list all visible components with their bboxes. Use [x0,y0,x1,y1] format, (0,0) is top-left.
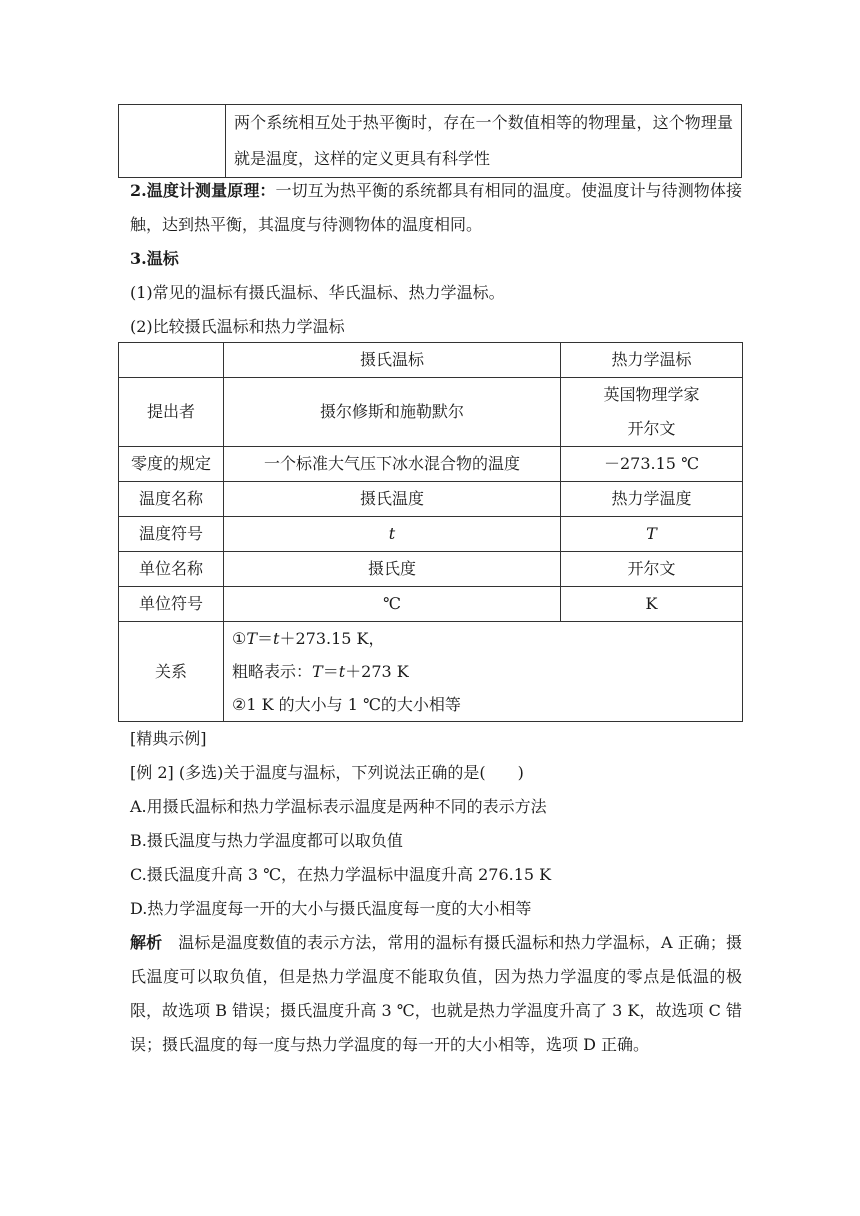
table-row [119,517,743,552]
header-cell [119,343,224,378]
table-row [119,105,742,178]
table-row [119,378,743,447]
option-c: C.摄氏温度升高 3 ℃，在热力学温标中温度升高 276.15 K [130,865,552,884]
relation-marker: ① [232,629,247,648]
celsius-cell: 摄氏度 [224,552,561,587]
relation-value: ＋273.15 K， [279,629,385,648]
table-row [119,622,743,722]
celsius-cell: ℃ [224,587,561,622]
relation-line-3: ②1 K 的大小与 1 ℃的大小相等 [232,695,461,714]
analysis-label: 解析 [130,933,163,952]
relation-cell [224,622,743,722]
kelvin-cell: －273.15 ℃ [561,447,743,482]
row-label: 关系 [119,622,224,722]
section-2-text: 一切互为热平衡的系统都具有相同的温度。使温度计与待测物体接触，达到热平衡，其温度与待测物体的温度相同。 [130,181,742,234]
row-label: 温度符号 [119,517,224,552]
row-label: 单位名称 [119,552,224,587]
kelvin-cell: K [561,587,743,622]
celsius-cell: 一个标准大气压下冰水混合物的温度 [224,447,561,482]
kelvin-cell: 热力学温度 [561,482,743,517]
row-label: 温度名称 [119,482,224,517]
table-row [119,447,743,482]
equals-sign: ＝ [257,629,274,648]
header-cell: 热力学温标 [561,343,743,378]
analysis-text: 温标是温度数值的表示方法，常用的温标有摄氏温标和热力学温标，A 正确；摄氏温度可以取负值，但是热力学温度不能取负值，因为热力学温度的零点是低温的极限，故选项 B 错误；摄氏温度升高 3 ℃，也就是热力学温度升高了 3 K，故选项 C 错误；摄氏温度的每一度与热力学温度的每一开的大小相等，选项 D 正确。 [130,933,742,1054]
section-2-paragraph [130,174,742,242]
section-3-item-1: (1)常见的温标有摄氏温标、华氏温标、热力学温标。 [130,283,505,302]
option-d: D.热力学温度每一开的大小与摄氏温度每一度的大小相等 [130,899,532,918]
kelvin-cell-line: 开尔文 [627,419,676,438]
relation-value: ＋273 K [345,662,409,681]
relation-prefix: 粗略表示： [232,662,313,681]
row-label: 提出者 [119,378,224,447]
kelvin-cell [561,378,743,447]
symbol-T: T [246,629,258,648]
kelvin-cell: 开尔文 [561,552,743,587]
celsius-cell: 摄尔修斯和施勒默尔 [224,378,561,447]
equals-sign: ＝ [322,662,339,681]
comparison-table [118,342,743,722]
celsius-cell: t [224,517,561,552]
example-question-text: (多选)关于温度与温标，下列说法正确的是( ) [173,763,524,782]
header-cell: 摄氏温标 [224,343,561,378]
section-3-item-2: (2)比较摄氏温标和热力学温标 [130,317,345,336]
example-tag: [例 2] [130,763,174,782]
table-row [119,482,743,517]
option-b: B.摄氏温度与热力学温度都可以取负值 [130,831,403,850]
row-label: 单位符号 [119,587,224,622]
symbol-t: t [338,662,346,681]
section-2-heading: 2.温度计测量原理： [130,181,276,200]
relation-line-2 [232,655,734,688]
definition-table [118,104,742,178]
section-3-heading: 3.温标 [130,249,179,268]
symbol-t: t [273,629,280,648]
celsius-cell: 摄氏温度 [224,482,561,517]
kelvin-cell-line: 英国物理学家 [603,385,700,404]
table-row [119,587,743,622]
table-row [119,552,743,587]
example-section-label: [精典示例] [130,729,207,748]
relation-line-1 [232,622,734,655]
kelvin-cell: T [561,517,743,552]
row-label: 零度的规定 [119,447,224,482]
example-question [130,756,742,790]
table-cell-empty [119,105,226,178]
option-a: A.用摄氏温标和热力学温标表示温度是两种不同的表示方法 [130,797,547,816]
analysis-paragraph [130,926,742,1062]
definition-text: 两个系统相互处于热平衡时，存在一个数值相等的物理量，这个物理量就是温度，这样的定义更具有科学性 [226,105,742,178]
table-header-row [119,343,743,378]
symbol-T: T [312,662,323,681]
